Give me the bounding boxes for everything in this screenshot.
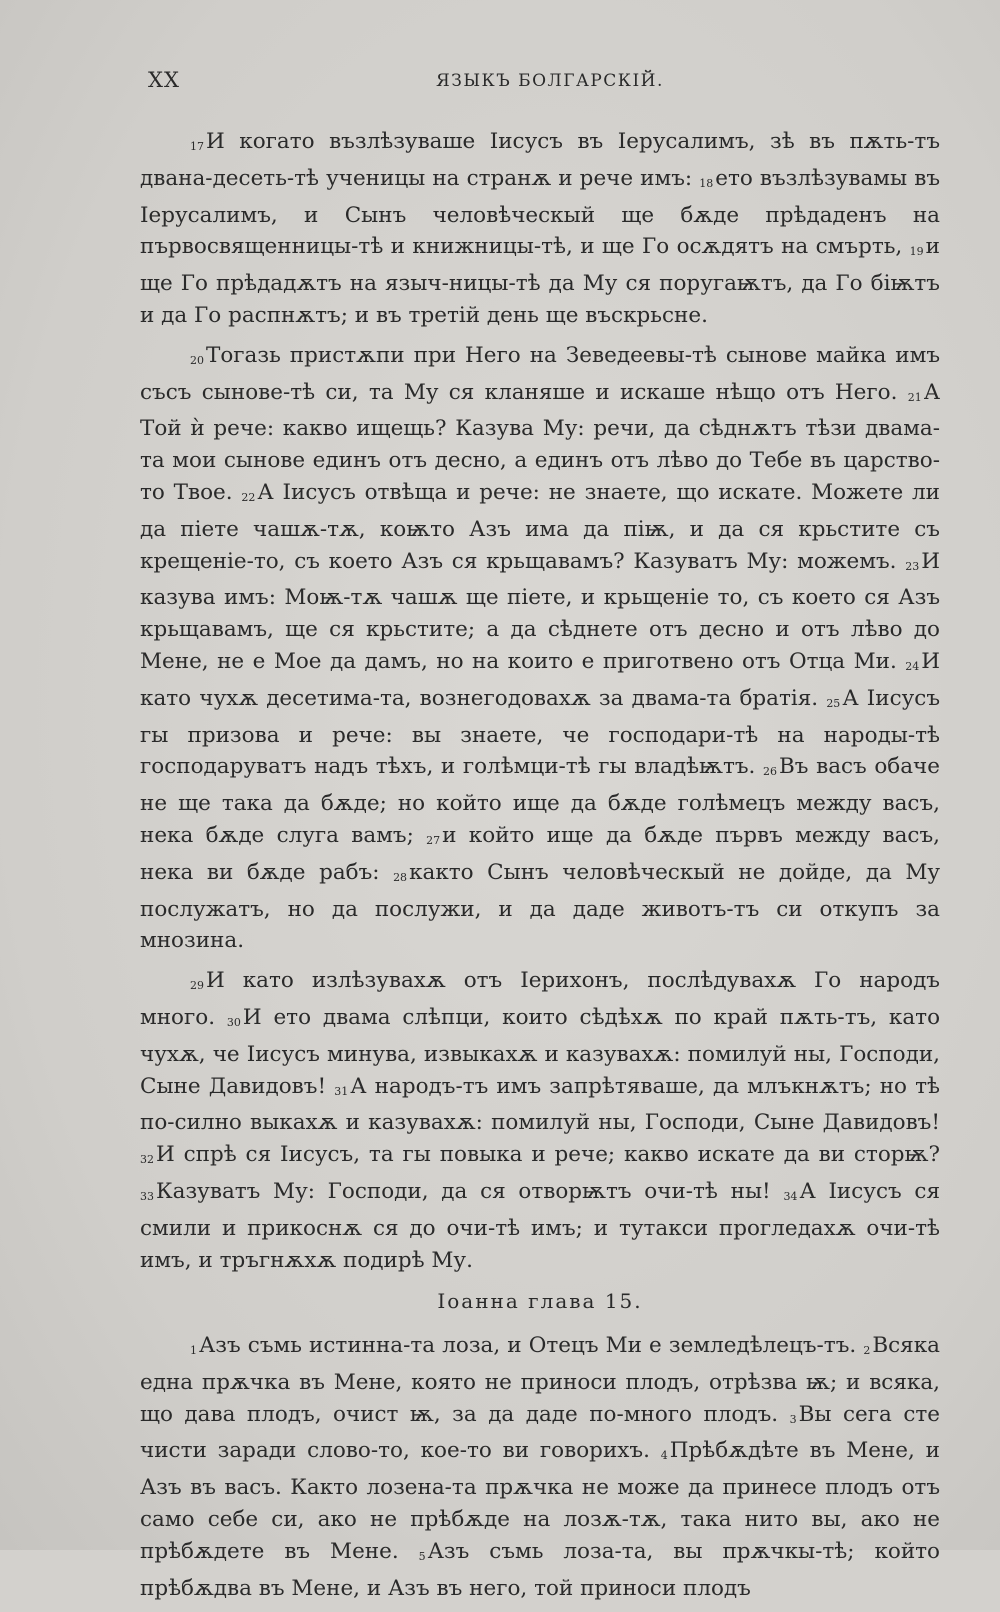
page-body bbox=[140, 126, 940, 1612]
paragraph bbox=[140, 340, 940, 957]
verse-text: И спрѣ ся Іисусъ, та гы повыка и рече; какво искате да ви сторѭ? bbox=[156, 1142, 940, 1168]
running-head: ЯЗЫКЪ БОЛГАРСКІЙ. bbox=[436, 71, 664, 91]
verse-text: И като излѣзувахѫ отъ Іерихонъ, послѣдувахѫ Го народъ много. bbox=[140, 968, 940, 1030]
verse-text: Казуватъ Му: Господи, да ся отворѭтъ очи-тѣ ны! bbox=[156, 1178, 784, 1204]
verse-number: 18 bbox=[699, 176, 714, 190]
verse-text: И казува имъ: Моѭ-тѫ чашѫ ще піете, и крьщеніе то, съ което ся Азъ крьщавамъ, ще ся крьстите; а да сѣднете отъ десно и отъ лѣво до Мене, не е Мое да дамъ, но на които е приготвено отъ Отца Ми. bbox=[140, 548, 940, 674]
verse-text: А Іисусъ ся смили и прикоснѫ ся до очи-тѣ имъ; и тутакси прогледахѫ очи-тѣ имъ, и тръгнѫхѫ подирѣ Му. bbox=[140, 1178, 941, 1273]
verse-text: И когато възлѣзуваше Іисусъ въ Іерусалимъ, зѣ въ пѫть-тъ двана-десеть-тѣ ученицы на странѫ и рече имъ: bbox=[140, 129, 940, 191]
verse-number: 22 bbox=[241, 490, 256, 504]
verse-number: 27 bbox=[426, 833, 441, 847]
verse-text: Вы сега сте чисти заради слово-то, кое-то ви говорихъ. bbox=[140, 1401, 941, 1464]
chapter-heading: Іоанна глава 15. bbox=[437, 1289, 643, 1314]
verse-number: 20 bbox=[190, 353, 204, 367]
verse-number: 33 bbox=[140, 1189, 154, 1203]
verse-number: 25 bbox=[826, 696, 841, 710]
verse-text: А Той ѝ рече: какво ищещь? Казува Му: речи, да сѣднѫтъ тѣзи двама-та мои сынове единъ отъ десно, а единъ отъ лѣво до Тебе въ царство-то Твое. bbox=[140, 379, 940, 505]
verse-text: А Іисусъ отвѣща и рече: не знаете, що искате. Можете ли да піете чашѫ-тѫ, коѭто Азъ има да піѭ, и да ся крьстите съ крещеніе-то, съ което Азъ ся крьщавамъ? Казуватъ Му: можемъ. bbox=[140, 479, 940, 574]
verse-text: Тогазь пристѫпи при Него на Зеведеевы-тѣ сынове майка имъ съсъ сынове-тѣ си, та Му ся кланяше и искаше нѣщо отъ Него. bbox=[140, 342, 940, 405]
paragraph bbox=[140, 126, 940, 332]
verse-text: Азъ съмь лоза-та, вы прѫчкы-тѣ; който прѣбѫдва въ Мене, и Азъ въ него, той приноси плодъ bbox=[140, 1538, 940, 1601]
verse-number: 29 bbox=[190, 979, 204, 993]
verse-text: както Сынъ человѣческый не дойде, да Му послужатъ, но да послужи, и да даде животъ-тъ си откупъ за мнозина. bbox=[140, 859, 940, 954]
verse-number: 1 bbox=[190, 1344, 197, 1358]
paragraph bbox=[140, 1330, 940, 1604]
verse-number: 32 bbox=[140, 1153, 154, 1167]
verse-number: 23 bbox=[905, 559, 920, 573]
verse-text: Въ васъ обаче не ще така да бѫде; но който ище да бѫде голѣмецъ между васъ, нека бѫде слуга вамъ; bbox=[140, 754, 940, 848]
verse-text: и ще Го прѣдадѫтъ на языч-ницы-тѣ да Му ся поругаѭтъ, да Го біѭтъ и да Го распнѫтъ; и въ третій день ще въскрьсне. bbox=[140, 234, 940, 328]
verse-number: 17 bbox=[190, 140, 204, 153]
paragraph bbox=[140, 965, 940, 1276]
verse-number: 4 bbox=[660, 1449, 668, 1463]
page-header bbox=[148, 68, 938, 98]
verse-text: ето възлѣзувамы въ Іерусалимъ, и Сынъ человѣческый ще бѫде прѣдаденъ на първосвященницы-тѣ и книжницы-тѣ, и ще Го осѫдятъ на смърть, bbox=[140, 165, 940, 260]
verse-text: А Іисусъ гы призова и рече: вы знаете, че господари-тѣ на народы-тѣ господаруватъ надъ тѣхъ, и голѣмци-тѣ гы владѣѭтъ. bbox=[140, 685, 940, 780]
verse-number: 3 bbox=[789, 1412, 797, 1426]
verse-text: Прѣбѫдѣте въ Мене, и Азъ въ васъ. Както лозена-та прѫчка не може да принесе плодъ отъ само себе си, ако не прѣбѫде на лозѫ-тѫ, така нито вы, ако не прѣбѫдете въ Мене. bbox=[140, 1438, 940, 1564]
verse-number: 30 bbox=[226, 1015, 241, 1029]
verse-number: 31 bbox=[334, 1084, 349, 1098]
page-number: XX bbox=[148, 68, 180, 92]
verse-text: и който ище да бѫде първъ между васъ, нека ви бѫде рабъ: bbox=[140, 822, 940, 885]
verse-number: 19 bbox=[909, 245, 924, 259]
verse-text: И ето двама слѣпци, които сѣдѣхѫ по край пѫть-тъ, като чухѫ, че Іисусъ минува, извыкахѫ и казувахѫ: помилуй ны, Господи, Сыне Давидовъ! bbox=[140, 1004, 941, 1099]
verse-text: Азъ съмь истинна-та лоза, и Отецъ Ми е земледѣлецъ-тъ. bbox=[199, 1333, 864, 1359]
verse-number: 5 bbox=[418, 1549, 426, 1563]
verse-text: Всяка една прѫчка въ Мене, която не приноси плодъ, отрѣзва ѭ; и всяка, що дава плодъ, очист ѭ, за да даде по-много плодъ. bbox=[140, 1333, 940, 1427]
verse-number: 28 bbox=[393, 870, 408, 884]
verse-text: А народъ-тъ имъ запрѣтяваше, да млъкнѫтъ; но тѣ по-силно выкахѫ и казувахѫ: помилуй ны, Господи, Сыне Давидовъ! bbox=[140, 1073, 941, 1136]
verse-number: 24 bbox=[905, 659, 920, 673]
verse-number: 21 bbox=[907, 390, 922, 404]
verse-number: 2 bbox=[863, 1344, 871, 1358]
verse-text: И като чухѫ десетима-та, вознегодовахѫ за двама-та братія. bbox=[140, 648, 940, 711]
verse-number: 26 bbox=[763, 765, 777, 779]
verse-number: 34 bbox=[783, 1189, 798, 1203]
